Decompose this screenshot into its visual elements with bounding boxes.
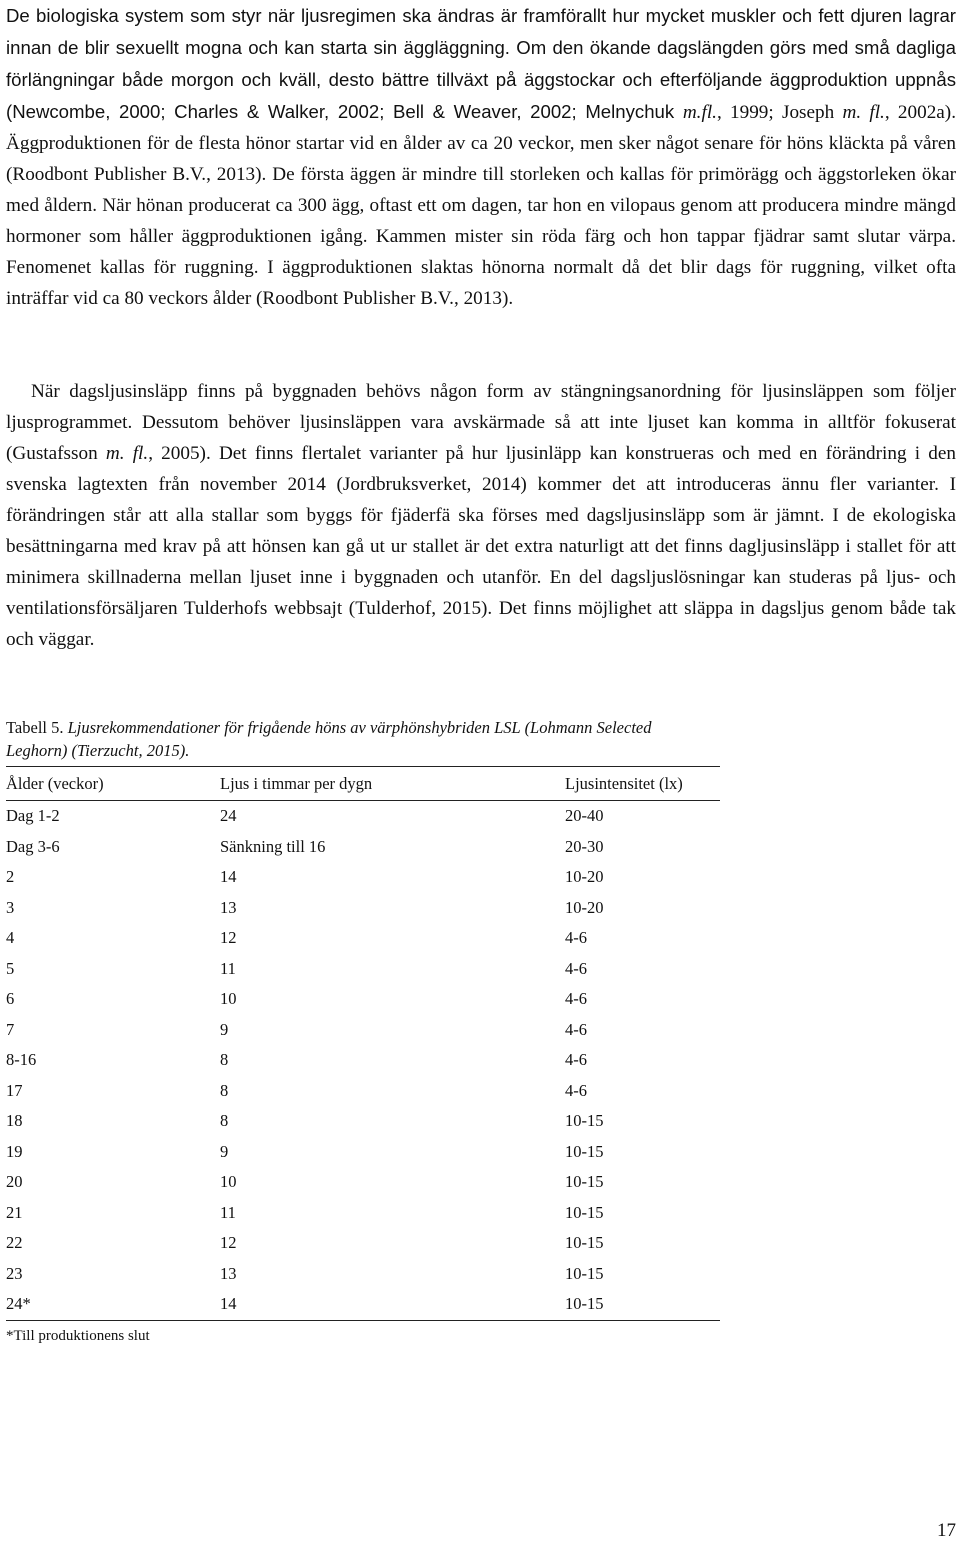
table-cell: Dag 3-6 [6,836,60,856]
table-row [6,1228,720,1259]
table-caption [6,716,706,762]
table-cell: 14 [220,1289,565,1320]
table-cell: 9 [220,1019,229,1039]
table-cell: 4-6 [565,1050,587,1070]
light-recommendation-table [6,766,720,1321]
table-cell: 10-15 [565,1111,604,1131]
text-segment: m.fl. [682,102,717,123]
text-segment: De biologiska system som styr när ljusregimen ska ändras är framförallt hur mycket muskler och fett djuren lagrar innan de blir sexuellt mogna och kan starta sin äggläggning. Om den ökande dagslängden görs med små dagliga förlängningar både morgon och kväll, desto bättre tillväxt på äggstockar och efterföljande äggproduktion uppnås (Newcombe, 2000; Charles & Walker, 2002; Bell & Weaver, 2002; Melnychuk [6,5,956,122]
table-cell: 4-6 [565,928,587,948]
table-label: Tabell 5. [6,718,64,737]
table-row [6,923,720,954]
table-cell: 18 [6,1111,23,1131]
table-cell: 10-15 [565,1263,604,1283]
table-footnote: *Till produktionens slut [6,1328,150,1344]
table-cell: 24 [220,806,237,826]
table-cell: 8-16 [6,1050,37,1070]
table-row [6,801,720,832]
body-paragraph-1 [6,0,956,314]
table-cell: 6 [6,989,15,1009]
table-row [6,1167,720,1198]
table-row [6,984,720,1015]
table-row [6,862,720,893]
table-cell: 10-20 [565,867,604,887]
table-header-row [6,767,720,801]
header-light-hours: Ljus i timmar per dygn [220,767,565,801]
table-cell: 20 [6,1172,23,1192]
text-segment: När dagsljusinsläpp finns på byggnaden behövs någon form av stängningsanordning för ljusinsläppen som följer ljusprogrammet. Dessutom behöver ljusinsläppen vara avskärmade så att inte ljuset kan komma in alltför fokuserat (Gustafsson [6,381,956,464]
header-light-intensity: Ljusintensitet (lx) [565,767,720,801]
table-row [6,1198,720,1229]
table-cell: 3 [6,897,15,917]
table-cell: 10-15 [565,1172,604,1192]
table-cell: 10 [220,989,237,1009]
table-cell: 7 [6,1019,15,1039]
table-cell: 5 [6,958,15,978]
text-segment: m. fl. [105,443,149,464]
table-cell: 8 [220,1111,229,1131]
page-number: 17 [937,1520,956,1541]
table-cell: 4-6 [565,1080,587,1100]
table-row [6,1015,720,1046]
body-paragraph-2 [6,376,956,655]
table-cell: 17 [6,1080,23,1100]
table-row [6,1106,720,1137]
table-cell: 10-20 [565,897,604,917]
table-title: Ljusrekommendationer för frigående höns av värphönshybriden LSL (Lohmann Selected Leghorn) (Tierzucht, 2015). [6,718,652,760]
table-cell: 12 [220,928,237,948]
table-cell: 11 [220,1202,236,1222]
table-row [6,954,720,985]
table-body [6,801,720,1321]
table-row [6,1045,720,1076]
table-row [6,1289,720,1320]
header-age: Ålder (veckor) [6,767,220,801]
table-row [6,1137,720,1168]
text-segment: , 1999; Joseph [716,102,843,123]
table-cell: 8 [220,1050,229,1070]
table-cell: 4-6 [565,989,587,1009]
text-segment: , 2002a). Äggproduktionen för de flesta hönor startar vid en ålder av ca 20 veckor, men sker något senare för höns kläckta på våren (Roodbont Publisher B.V., 2013). De första äggen är mindre till storleken och kallas för primörägg och äggstorleken ökar med åldern. När hönan producerat ca 300 ägg, oftast ett om dagen, tar hon en vilopaus genom att producera mindre mängd hormoner som håller äggproduktionen igång. Kammen mister sin röda färg och hon tappar fjädrar samt slutar värpa. Fenomenet kallas för ruggning. I äggproduktionen slaktas hönorna normalt då det blir dags för ruggning, vilket ofta inträffar vid ca 80 veckors ålder (Roodbont Publisher B.V., 2013). [6,102,956,309]
table-cell: 4-6 [565,958,587,978]
table-cell: 13 [220,897,237,917]
table-cell: 2 [6,867,15,887]
table-cell: 11 [220,958,236,978]
table-row [6,893,720,924]
table-cell: 21 [6,1202,23,1222]
table-cell: 22 [6,1233,23,1253]
table-row [6,1076,720,1107]
table-row [6,1259,720,1290]
table-cell: 14 [220,867,237,887]
table-cell: 13 [220,1263,237,1283]
table-cell: 19 [6,1141,23,1161]
table-row [6,832,720,863]
table-cell: 4-6 [565,1019,587,1039]
table-cell: 10-15 [565,1202,604,1222]
table-cell: 10-15 [565,1233,604,1253]
table-cell: 9 [220,1141,229,1161]
table-cell: 12 [220,1233,237,1253]
text-segment: m. fl. [842,102,885,123]
table-cell: 10-15 [565,1289,720,1320]
table-cell: 20-30 [565,836,604,856]
table-cell: 24* [6,1289,220,1320]
table-cell: 23 [6,1263,23,1283]
table-cell: Sänkning till 16 [220,836,326,856]
table-cell: 10-15 [565,1141,604,1161]
text-segment: , 2005). Det finns flertalet varianter på hur ljusinläpp kan konstrueras och med en förändring i den svenska lagtexten från november 2014 (Jordbruksverket, 2014) kommer det att introduceras ännu fler varianter. I förändringen står att alla stallar som byggs för fjäderfä ska förses med dagsljusinsläpp som är jämnt. I de ekologiska besättningarna med krav på att hönsen kan gå ut ur stallet är det extra naturligt att det finns dagljusinsläpp i stallet för att minimera skillnaderna mellan ljuset inne i byggnaden och utanför. En del dagsljuslösningar kan studeras på ljus- och ventilationsförsäljaren Tulderhofs webbsajt (Tulderhof, 2015). Det finns möjlighet att släppa in dagsljus genom både tak och väggar. [6,443,956,650]
table-cell: 4 [6,928,15,948]
table-cell: Dag 1-2 [6,806,60,826]
table-cell: 8 [220,1080,229,1100]
table-cell: 10 [220,1172,237,1192]
table-cell: 20-40 [565,806,604,826]
